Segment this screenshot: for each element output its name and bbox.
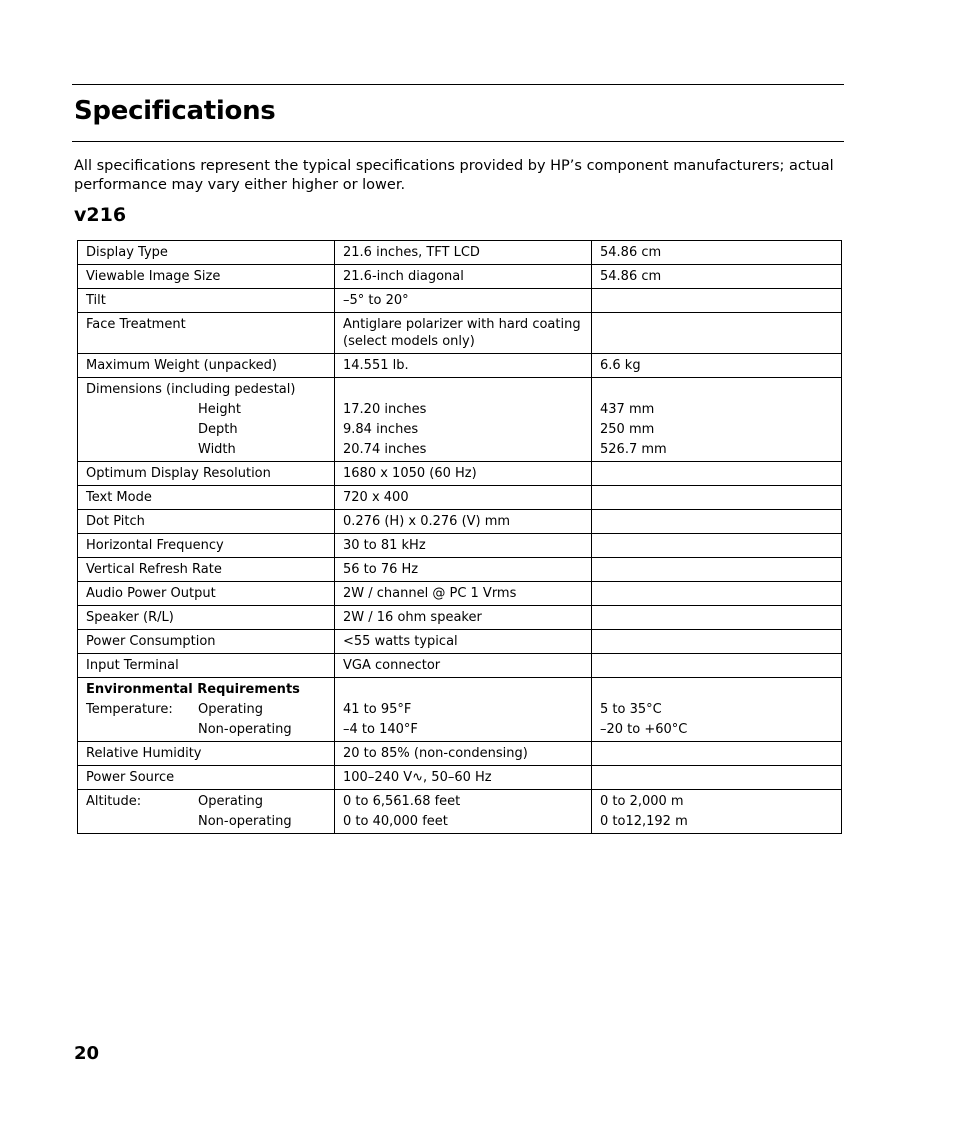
table-row	[78, 265, 842, 289]
altitude-operating-us: 0 to 6,561.68 feet	[343, 794, 461, 809]
table-row	[78, 534, 842, 558]
spec-value-us: 2W / 16 ohm speaker	[335, 606, 592, 630]
spec-value-metric	[592, 742, 842, 766]
page-title: Specifications	[74, 96, 276, 126]
width-us: 20.74 inches	[343, 442, 427, 457]
spec-label: Speaker (R/L)	[78, 606, 335, 630]
spec-value-metric	[592, 630, 842, 654]
model-heading: v216	[74, 204, 127, 226]
spec-value-us	[335, 378, 592, 462]
table-row	[78, 354, 842, 378]
spec-label: Input Terminal	[78, 654, 335, 678]
table-row	[78, 486, 842, 510]
table-row	[78, 462, 842, 486]
spec-value-metric	[592, 606, 842, 630]
depth-us: 9.84 inches	[343, 422, 419, 437]
spec-value-metric: 6.6 kg	[592, 354, 842, 378]
table-row	[78, 678, 842, 742]
spec-label: Viewable Image Size	[78, 265, 335, 289]
title-rule	[72, 141, 844, 142]
spec-label	[78, 790, 335, 834]
table-row	[78, 582, 842, 606]
spec-value-us: 21.6-inch diagonal	[335, 265, 592, 289]
spec-value-metric	[592, 654, 842, 678]
spec-value-metric	[592, 289, 842, 313]
spec-value-metric	[592, 510, 842, 534]
spec-label: Horizontal Frequency	[78, 534, 335, 558]
depth-metric: 250 mm	[600, 422, 655, 437]
spec-value-line: (select models only)	[343, 334, 475, 349]
spec-label: Dot Pitch	[78, 510, 335, 534]
spec-value-metric	[592, 534, 842, 558]
spec-label: Power Consumption	[78, 630, 335, 654]
altitude-nonoperating-us: 0 to 40,000 feet	[343, 814, 448, 829]
table-row	[78, 790, 842, 834]
spec-value-us: 21.6 inches, TFT LCD	[335, 241, 592, 265]
height-metric: 437 mm	[600, 402, 655, 417]
table-row	[78, 313, 842, 354]
spec-value-us: 14.551 lb.	[335, 354, 592, 378]
height-us: 17.20 inches	[343, 402, 427, 417]
width-metric: 526.7 mm	[600, 442, 667, 457]
altitude-label: Altitude:	[86, 794, 142, 809]
temp-operating-metric: 5 to 35°C	[600, 702, 662, 717]
spec-value-us: 0.276 (H) x 0.276 (V) mm	[335, 510, 592, 534]
table-row	[78, 378, 842, 462]
spec-value-line: Antiglare polarizer with hard coating	[343, 317, 581, 332]
spec-label: Relative Humidity	[78, 742, 335, 766]
spec-value-us	[335, 790, 592, 834]
table-row	[78, 558, 842, 582]
intro-paragraph: All specifications represent the typical specifications provided by HP’s component manufacturers; actual performance may vary either higher or lower.	[74, 158, 834, 193]
spec-label: Vertical Refresh Rate	[78, 558, 335, 582]
table-row	[78, 606, 842, 630]
spec-value-us: 56 to 76 Hz	[335, 558, 592, 582]
spec-value-us	[335, 678, 592, 742]
spec-value-metric	[592, 766, 842, 790]
spec-label: Power Source	[78, 766, 335, 790]
spec-label	[78, 678, 335, 742]
altitude-operating-label: Operating	[198, 794, 263, 809]
spec-value-metric: 54.86 cm	[592, 241, 842, 265]
table-row	[78, 289, 842, 313]
height-label: Height	[198, 402, 241, 417]
spec-value-us: 1680 x 1050 (60 Hz)	[335, 462, 592, 486]
spec-value-metric	[592, 313, 842, 354]
spec-value-metric	[592, 378, 842, 462]
spec-value-us: 720 x 400	[335, 486, 592, 510]
spec-value-us: –5° to 20°	[335, 289, 592, 313]
altitude-nonoperating-metric: 0 to12,192 m	[600, 814, 688, 829]
spec-value-metric	[592, 790, 842, 834]
table-row	[78, 630, 842, 654]
spec-value-metric: 54.86 cm	[592, 265, 842, 289]
temp-operating-us: 41 to 95°F	[343, 702, 412, 717]
width-label: Width	[198, 442, 236, 457]
spec-table	[77, 240, 842, 834]
spec-label: Text Mode	[78, 486, 335, 510]
spec-label: Maximum Weight (unpacked)	[78, 354, 335, 378]
table-row	[78, 510, 842, 534]
spec-label: Face Treatment	[78, 313, 335, 354]
spec-value-metric	[592, 678, 842, 742]
spec-value-us	[335, 313, 592, 354]
dimensions-label: Dimensions (including pedestal)	[86, 382, 296, 397]
environmental-header: Environmental Requirements	[86, 682, 300, 697]
spec-value-us: 20 to 85% (non-condensing)	[335, 742, 592, 766]
spec-value-us: <55 watts typical	[335, 630, 592, 654]
operating-label: Operating	[198, 702, 263, 717]
temp-nonoperating-us: –4 to 140°F	[343, 722, 418, 737]
spec-label	[78, 378, 335, 462]
spec-label: Display Type	[78, 241, 335, 265]
spec-value-metric	[592, 462, 842, 486]
spec-value-metric	[592, 582, 842, 606]
spec-value-metric	[592, 558, 842, 582]
spec-label: Optimum Display Resolution	[78, 462, 335, 486]
spec-label: Audio Power Output	[78, 582, 335, 606]
spec-value-us: 30 to 81 kHz	[335, 534, 592, 558]
depth-label: Depth	[198, 422, 238, 437]
temp-nonoperating-metric: –20 to +60°C	[600, 722, 688, 737]
spec-value-us: 2W / channel @ PC 1 Vrms	[335, 582, 592, 606]
spec-value-us: 100–240 V∿, 50–60 Hz	[335, 766, 592, 790]
altitude-operating-metric: 0 to 2,000 m	[600, 794, 684, 809]
top-rule	[72, 84, 844, 85]
spec-label: Tilt	[78, 289, 335, 313]
table-row	[78, 766, 842, 790]
nonoperating-label: Non-operating	[198, 722, 292, 737]
spec-value-us: VGA connector	[335, 654, 592, 678]
table-row	[78, 742, 842, 766]
spec-value-metric	[592, 486, 842, 510]
table-row	[78, 654, 842, 678]
temperature-label: Temperature:	[86, 702, 173, 717]
altitude-nonoperating-label: Non-operating	[198, 814, 292, 829]
table-row	[78, 241, 842, 265]
page-number: 20	[74, 1043, 100, 1064]
